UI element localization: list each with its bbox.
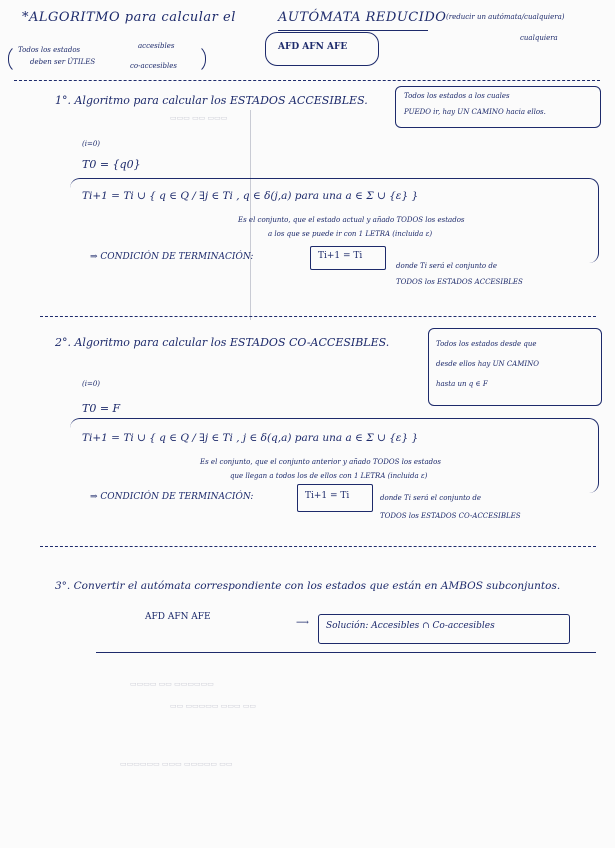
section2-explanation-line1: Es el conjunto, que el conjunto anterior y añado TODOS los estados bbox=[200, 458, 441, 466]
section1-heading: 1°. Algoritmo para calcular los ESTADOS ACCESIBLES. bbox=[55, 94, 368, 107]
section1-explanation-line2: a los que se puede ir con 1 LETRA (incluida ε) bbox=[268, 230, 433, 238]
title-underline bbox=[278, 30, 428, 31]
coaccessible-label: co-accesibles bbox=[130, 62, 177, 70]
title-part-b: AUTÓMATA REDUCIDO bbox=[278, 10, 447, 25]
bleed-through-1: ▭▭▭▭ ▭▭ ▭▭▭▭▭▭ bbox=[130, 680, 214, 688]
section3-divider bbox=[96, 652, 596, 653]
section2-note-line1: Todos los estados desde que bbox=[436, 340, 537, 348]
section2-explanation-line2: que llegan a todos los de ellos con 1 LETRA (incluida ε) bbox=[230, 472, 428, 480]
section2-heading: 2°. Algoritmo para calcular los ESTADOS CO-ACCESIBLES. bbox=[55, 336, 390, 349]
section1-ghost-text: ▭▭▭ ▭▭ ▭▭▭ bbox=[170, 114, 228, 122]
section2-init-label: (i=0) bbox=[82, 380, 101, 388]
section1-termination-formula: Ti+1 = Ti bbox=[318, 251, 363, 261]
accessible-label: accesibles bbox=[138, 42, 175, 50]
section1-init-label: (i=0) bbox=[82, 140, 101, 148]
automata-types: AFD AFN AFE bbox=[278, 42, 348, 52]
section2-note-line3: hasta un q ∈ F bbox=[436, 380, 488, 388]
section3-types: AFD AFN AFE bbox=[145, 612, 211, 622]
section1-note-line1: Todos los estados a los cuales bbox=[404, 92, 510, 100]
section1-recurrence: Ti+1 = Ti ∪ { q ∈ Q / ∃j ∈ Ti , q ∈ δ(j,a) para una a ∈ Σ ∪ {ε} } bbox=[82, 190, 419, 202]
section2-recurrence: Ti+1 = Ti ∪ { q ∈ Q / ∃j ∈ Ti , j ∈ δ(q,a) para una a ∈ Σ ∪ {ε} } bbox=[82, 432, 419, 444]
useful-states-line2: deben ser ÚTILES bbox=[30, 58, 96, 66]
title-part-c: (reducir un autómata/cualquiera) bbox=[446, 13, 565, 21]
title-part-c-end: cualquiera bbox=[520, 34, 558, 42]
bleed-through-2: ▭▭ ▭▭▭▭▭ ▭▭▭ ▭▭ bbox=[170, 702, 257, 710]
header-divider bbox=[14, 80, 600, 81]
section2-t0: T0 = F bbox=[82, 402, 121, 415]
section2-termination-note-line2: TODOS los ESTADOS CO-ACCESIBLES bbox=[380, 512, 521, 520]
section2-formula-box bbox=[70, 418, 599, 493]
section1-divider bbox=[40, 316, 596, 317]
section2-divider bbox=[40, 546, 596, 547]
section1-termination-note-line1: donde Ti será el conjunto de bbox=[396, 262, 497, 270]
section3-heading: 3°. Convertir el autómata correspondiente con los estados que están en AMBOS subconjuntos. bbox=[55, 580, 561, 592]
section2-note-line2: desde ellos hay UN CAMINO bbox=[436, 360, 540, 368]
section2-termination-note-line1: donde Ti será el conjunto de bbox=[380, 494, 481, 502]
section3-arrow: ⟶ bbox=[296, 618, 309, 628]
section2-termination-label: ⇒ CONDICIÓN DE TERMINACIÓN: bbox=[90, 492, 254, 502]
section1-t0: T0 = {q0} bbox=[82, 158, 141, 171]
section1-termination-note-line2: TODOS los ESTADOS ACCESIBLES bbox=[396, 278, 523, 286]
title-part-a: *ALGORITMO para calcular el bbox=[22, 10, 236, 25]
bleed-through-3: ▭▭▭▭▭▭ ▭▭▭ ▭▭▭▭▭ ▭▭ bbox=[120, 760, 233, 768]
section1-termination-label: ⇒ CONDICIÓN DE TERMINACIÓN: bbox=[90, 252, 254, 262]
section1-note-line2: PUEDO ir, hay UN CAMINO hacia ellos. bbox=[404, 108, 546, 116]
useful-states-line1: Todos los estados bbox=[18, 46, 81, 54]
section3-solution: Solución: Accesibles ∩ Co-accesibles bbox=[326, 621, 495, 631]
section2-termination-formula: Ti+1 = Ti bbox=[305, 491, 350, 501]
section1-explanation-line1: Es el conjunto, que el estado actual y añado TODOS los estados bbox=[238, 216, 465, 224]
